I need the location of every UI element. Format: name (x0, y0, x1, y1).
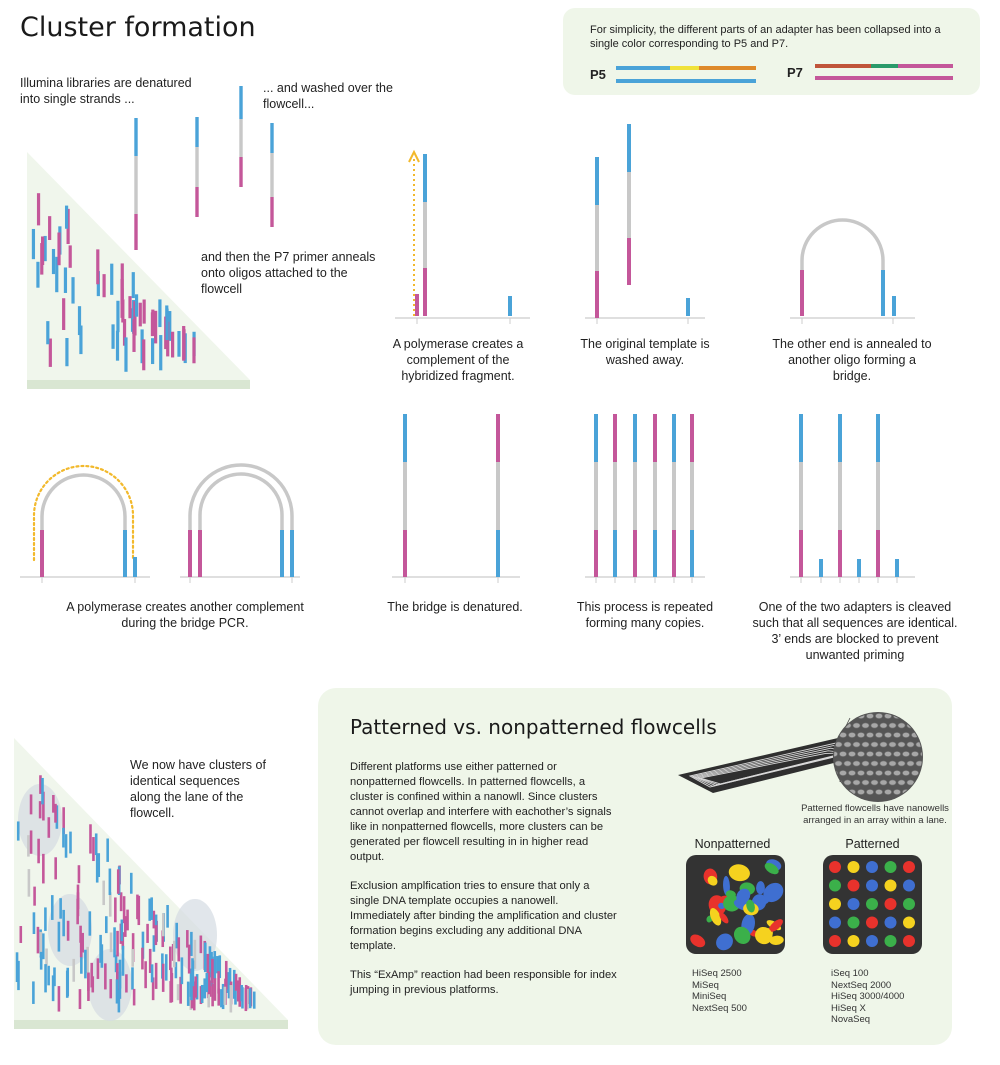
nanowell (862, 761, 869, 766)
flowcell-base (27, 380, 250, 389)
nanowell (839, 713, 846, 718)
nanowell-cluster (885, 935, 897, 947)
nanowell (866, 770, 873, 775)
step-annealed-bridge-caption: The other end is annealed to another oligo forming a bridge. (772, 337, 932, 383)
patterned-label: Patterned (845, 837, 900, 851)
nanowell (871, 761, 878, 766)
nanowell (871, 742, 878, 747)
nanowell (898, 723, 905, 728)
nanowell (925, 761, 932, 766)
nanowell-cluster (848, 935, 860, 947)
nanowell (911, 770, 918, 775)
nanowell (844, 780, 851, 785)
nanowell (871, 723, 878, 728)
nanowell-cluster (903, 898, 915, 910)
nanowell (839, 770, 846, 775)
nanowell (880, 742, 887, 747)
nanowell (916, 742, 923, 747)
flowcell-lane (27, 152, 250, 380)
nanowell (929, 751, 936, 756)
platform-item: MiSeq (692, 979, 719, 991)
nanowell (929, 713, 936, 718)
nanowell (862, 723, 869, 728)
nanowell (889, 723, 896, 728)
nanowell (893, 751, 900, 756)
nanowell (848, 770, 855, 775)
nanowell (934, 780, 941, 785)
nanowell (920, 751, 927, 756)
patterned-para-2: Exclusion amplfication tries to ensure that only a single DNA template occupies a nanowell. Immediately after binding the amplification and cluster formation begins excluding any additional DNA template. (350, 880, 617, 952)
bridge-strand (42, 475, 125, 530)
nanowell-cluster (848, 917, 860, 929)
nanowell (853, 761, 860, 766)
polymerase-path (34, 466, 133, 560)
nanowell (907, 742, 914, 747)
nanowell-cluster (885, 898, 897, 910)
nanowell (902, 751, 909, 756)
step-washed-away-caption: The original template is washed away. (580, 337, 710, 367)
nanowell (857, 789, 864, 794)
nanowell (907, 761, 914, 766)
flowcell-base (14, 1020, 288, 1029)
nanowell (902, 770, 909, 775)
nanowell (880, 780, 887, 785)
nanowell (929, 732, 936, 737)
nanowell (911, 789, 918, 794)
nonpatterned-label: Nonpatterned (694, 837, 771, 851)
nanowell (875, 732, 882, 737)
nanowell (844, 761, 851, 766)
nanowell (839, 751, 846, 756)
patterned-para-1: Different platforms use either patterned or nonpatterned flowcells. In patterned flowcells, a cluster is confined within a nanowll. Since clusters cannot overlap and interfere with eachother’s signals like in nonpatterned flowcells, more clusters can be generated per flowcell resulting in in higher read output. (350, 761, 612, 863)
nanowell (893, 789, 900, 794)
nanowell (880, 723, 887, 728)
nanowell (862, 742, 869, 747)
step-repeated-caption: This process is repeated forming many copies. (576, 600, 714, 630)
nanowell-cluster (829, 917, 841, 929)
nanowell (925, 742, 932, 747)
nanowell-cluster (866, 861, 878, 873)
nanowell (830, 713, 837, 718)
nanowell (884, 770, 891, 775)
nanowell (848, 751, 855, 756)
platform-item: HiSeq X (831, 1002, 866, 1014)
nanowell (857, 732, 864, 737)
nanowell-cluster (866, 880, 878, 892)
nanowell (835, 761, 842, 766)
nanowell-cluster (848, 880, 860, 892)
nanowell-cluster (829, 861, 841, 873)
nanowell (884, 751, 891, 756)
nanowell-cluster (866, 917, 878, 929)
nanowell (848, 789, 855, 794)
nanowell-cluster (866, 898, 878, 910)
nanowell (875, 789, 882, 794)
nanowell (911, 751, 918, 756)
nanowell (866, 732, 873, 737)
nanowell (902, 713, 909, 718)
platform-item: NextSeq 2000 (831, 979, 892, 991)
legend-p7-label: P7 (787, 65, 803, 80)
nanowell (889, 742, 896, 747)
platform-item: NovaSeq (831, 1014, 871, 1025)
step-polymerase1-caption: A polymerase creates a complement of the hybridized fragment. (392, 337, 524, 383)
nanowell (893, 732, 900, 737)
nanowell (857, 770, 864, 775)
nanowell-cluster (829, 880, 841, 892)
bridge-strand (200, 474, 282, 530)
platform-item: HiSeq 2500 (692, 968, 742, 979)
nanowell-cluster (903, 935, 915, 947)
nanowell-cluster (829, 898, 841, 910)
nanowell (920, 713, 927, 718)
nanowell (830, 732, 837, 737)
nanowell (875, 751, 882, 756)
platform-item: NextSeq 500 (692, 1002, 747, 1014)
nanowell (898, 761, 905, 766)
nanowell (916, 780, 923, 785)
step-clusters-text: We now have clusters of identical sequences along the lane of the flowcell. (130, 758, 266, 820)
step-washed-text: ... and washed over the flowcell... (263, 81, 393, 111)
nanowell (898, 780, 905, 785)
nanowell (839, 789, 846, 794)
nanowell-cluster (903, 917, 915, 929)
nanowell-cluster (885, 861, 897, 873)
nanowell (848, 732, 855, 737)
nanowell (848, 713, 855, 718)
nanowell-cluster (903, 861, 915, 873)
nanowell (929, 789, 936, 794)
nanowell (844, 742, 851, 747)
step-anneals-text: and then the P7 primer anneals onto oligos attached to the flowcell (201, 250, 376, 296)
step-bridge-pcr-caption: A polymerase creates another complement during the bridge PCR. (66, 600, 304, 630)
nanowell (920, 732, 927, 737)
nanowell (916, 723, 923, 728)
patterned-panel-title: Patterned vs. nonpatterned flowcells (350, 715, 717, 739)
nanowell (875, 770, 882, 775)
nanowell (898, 742, 905, 747)
nanowell (920, 770, 927, 775)
nanowell (875, 713, 882, 718)
nanowell-cluster (885, 917, 897, 929)
legend-note: For simplicity, the different parts of an adapter has been collapsed into a single color corresponding to P5 and P7. (590, 24, 941, 50)
platform-item: HiSeq 3000/4000 (831, 991, 905, 1002)
nanowell (925, 780, 932, 785)
nanowell (866, 789, 873, 794)
nanowell (934, 761, 941, 766)
nanowell (929, 770, 936, 775)
nanowell (857, 751, 864, 756)
nanowell-cluster (848, 898, 860, 910)
nanowell (871, 780, 878, 785)
nanowell (880, 761, 887, 766)
nanowell (934, 723, 941, 728)
nanowell-cluster (885, 880, 897, 892)
page-title: Cluster formation (20, 12, 256, 43)
nanowell-cluster (903, 880, 915, 892)
step-denatured-text: Illumina libraries are denatured into single strands ... (20, 76, 192, 106)
nanowell (925, 723, 932, 728)
platform-item: iSeq 100 (831, 968, 869, 979)
bridge-strand (802, 220, 883, 270)
nanowell (920, 789, 927, 794)
zoom-caption: Patterned flowcells have nanowells arranged in an array within a lane. (801, 803, 949, 826)
step-bridge-denatured-caption: The bridge is denatured. (387, 600, 523, 614)
nanowell (853, 780, 860, 785)
nanowell (853, 723, 860, 728)
nanowell (853, 742, 860, 747)
platform-item: MiniSeq (692, 991, 727, 1002)
nanowell-cluster (866, 935, 878, 947)
nanowell (911, 713, 918, 718)
nanowell (889, 761, 896, 766)
nanowell (889, 780, 896, 785)
nanowell (866, 751, 873, 756)
nanowell (862, 780, 869, 785)
nanowell (830, 789, 837, 794)
step-cleaved-caption: One of the two adapters is cleaved such that all sequences are identical. 3’ ends are blocked to prevent unwanted priming (752, 600, 958, 662)
nanowell (893, 770, 900, 775)
nanowell-cluster (848, 861, 860, 873)
nanowell (884, 732, 891, 737)
nanowell (835, 723, 842, 728)
patterned-para-3: This “ExAmp” reaction had been responsible for index jumping in previous platforms. (350, 969, 617, 996)
legend-p5-label: P5 (590, 67, 606, 82)
nanowell-cluster (829, 935, 841, 947)
nanowell (934, 742, 941, 747)
nanowell (884, 789, 891, 794)
nanowell (902, 732, 909, 737)
